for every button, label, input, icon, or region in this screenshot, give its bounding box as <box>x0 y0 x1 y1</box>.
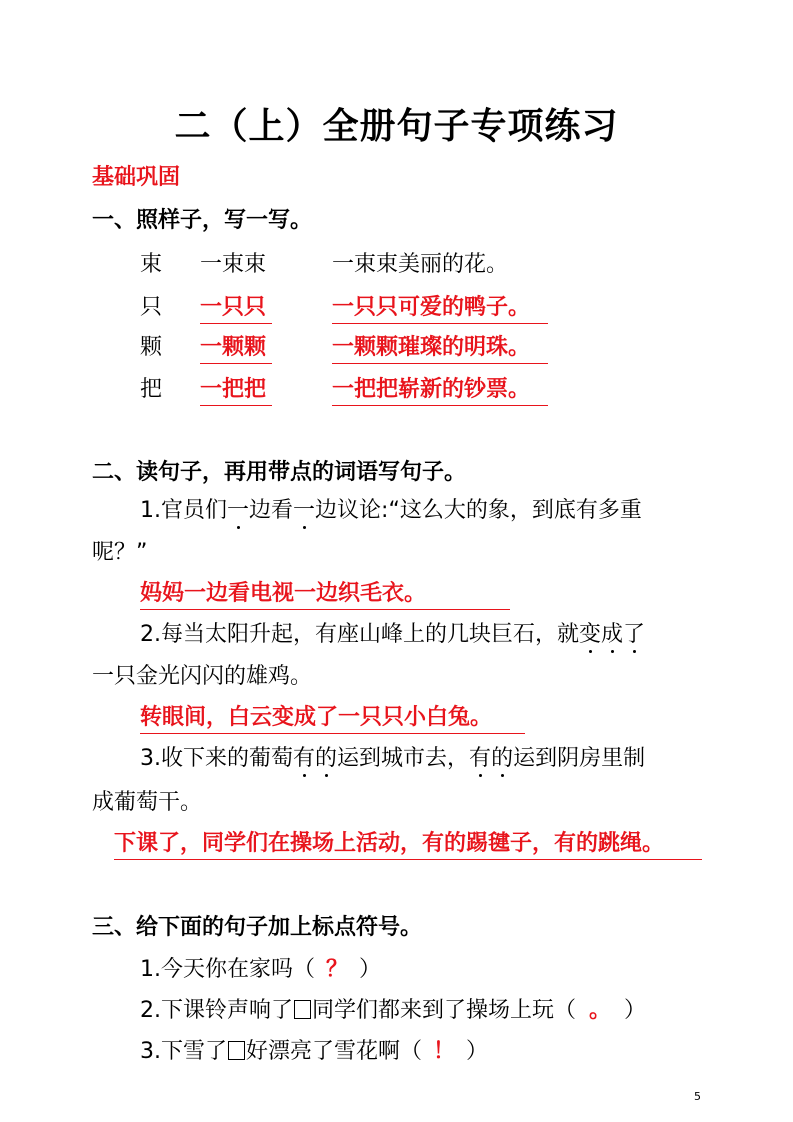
question-text: 3.下雪了 <box>140 1039 227 1064</box>
answer-sentence: 一把把崭新的钞票。 <box>332 372 548 406</box>
example-word: 一束束 <box>200 252 267 277</box>
question-text: 2.每当太阳升起，有座山峰上的几块巨石，就 <box>140 622 579 647</box>
bracket-close: ） <box>466 1039 489 1064</box>
question-2-3 <box>140 741 645 772</box>
question-text: 好漂亮了雪花啊（ <box>246 1039 423 1064</box>
answer-2-1: 妈妈一边看电视一边织毛衣。 <box>140 576 510 610</box>
dotted-char: 的 <box>315 741 337 772</box>
dotted-char: 的 <box>491 741 513 772</box>
row-char: 颗 <box>140 335 163 360</box>
question-text: 1.官员们 <box>140 498 227 523</box>
dotted-char: 一 <box>227 493 249 524</box>
answer-punctuation: ？ <box>325 957 348 982</box>
dotted-char: 成 <box>601 617 623 648</box>
question-text: 边看 <box>249 498 294 523</box>
dotted-char: 一 <box>293 493 315 524</box>
answer-2-3: 下课了，同学们在操场上活动，有的踢毽子，有的跳绳。 <box>114 826 702 860</box>
row-char: 只 <box>140 295 163 320</box>
answer-word: 一颗颗 <box>200 330 272 364</box>
blank-box <box>228 1041 245 1060</box>
question-text: 运到阴房里制 <box>513 746 646 771</box>
bracket-close: ） <box>359 957 382 982</box>
answer-sentence: 一只只可爱的鸭子。 <box>332 290 548 324</box>
question-2-1-line2: 呢？” <box>92 540 148 565</box>
question-2-1 <box>140 493 642 524</box>
subtitle: 基础巩固 <box>92 165 181 190</box>
answer-sentence: 一颗颗璀璨的明珠。 <box>332 330 548 364</box>
dotted-char: 了 <box>623 617 645 648</box>
answer-word: 一只只 <box>200 290 272 324</box>
question-text: 2.下课铃声响了 <box>140 998 293 1023</box>
question-text: 1.今天你在家吗（ <box>140 957 315 982</box>
answer-word: 一把把 <box>200 372 272 406</box>
blank-box <box>294 1000 311 1019</box>
answer-2-2: 转眼间，白云变成了一只只小白兔。 <box>140 700 525 734</box>
dotted-char: 有 <box>469 741 491 772</box>
question-2-2-line2: 一只金光闪闪的雄鸡。 <box>92 664 313 689</box>
question-text: 运到城市去， <box>337 746 470 771</box>
section-2-heading: 二、读句子，再用带点的词语写句子。 <box>92 460 467 485</box>
answer-punctuation: ！ <box>433 1039 456 1064</box>
page-number: 5 <box>694 1090 701 1103</box>
question-2-3-line2: 成葡萄干。 <box>92 790 203 815</box>
question-3-2 <box>140 993 646 1024</box>
section-3-heading: 三、给下面的句子加上标点符号。 <box>92 915 423 940</box>
answer-punctuation: 。 <box>589 998 612 1023</box>
section-1-heading: 一、照样子，写一写。 <box>92 208 313 233</box>
question-3-1 <box>140 952 381 983</box>
question-text: 同学们都来到了操场上玩（ <box>312 998 577 1023</box>
question-3-3 <box>140 1034 488 1065</box>
page-title: 二（上）全册句子专项练习 <box>174 106 619 147</box>
question-text: 边议论:“这么大的象，到底有多重 <box>315 498 642 523</box>
example-sentence: 一束束美丽的花。 <box>332 252 509 277</box>
bracket-close: ） <box>624 998 647 1023</box>
row-char: 把 <box>140 377 163 402</box>
dotted-char: 变 <box>579 617 601 648</box>
question-text: 3.收下来的葡萄 <box>140 746 293 771</box>
example-char: 束 <box>140 252 163 277</box>
dotted-char: 有 <box>293 741 315 772</box>
question-2-2 <box>140 617 645 648</box>
